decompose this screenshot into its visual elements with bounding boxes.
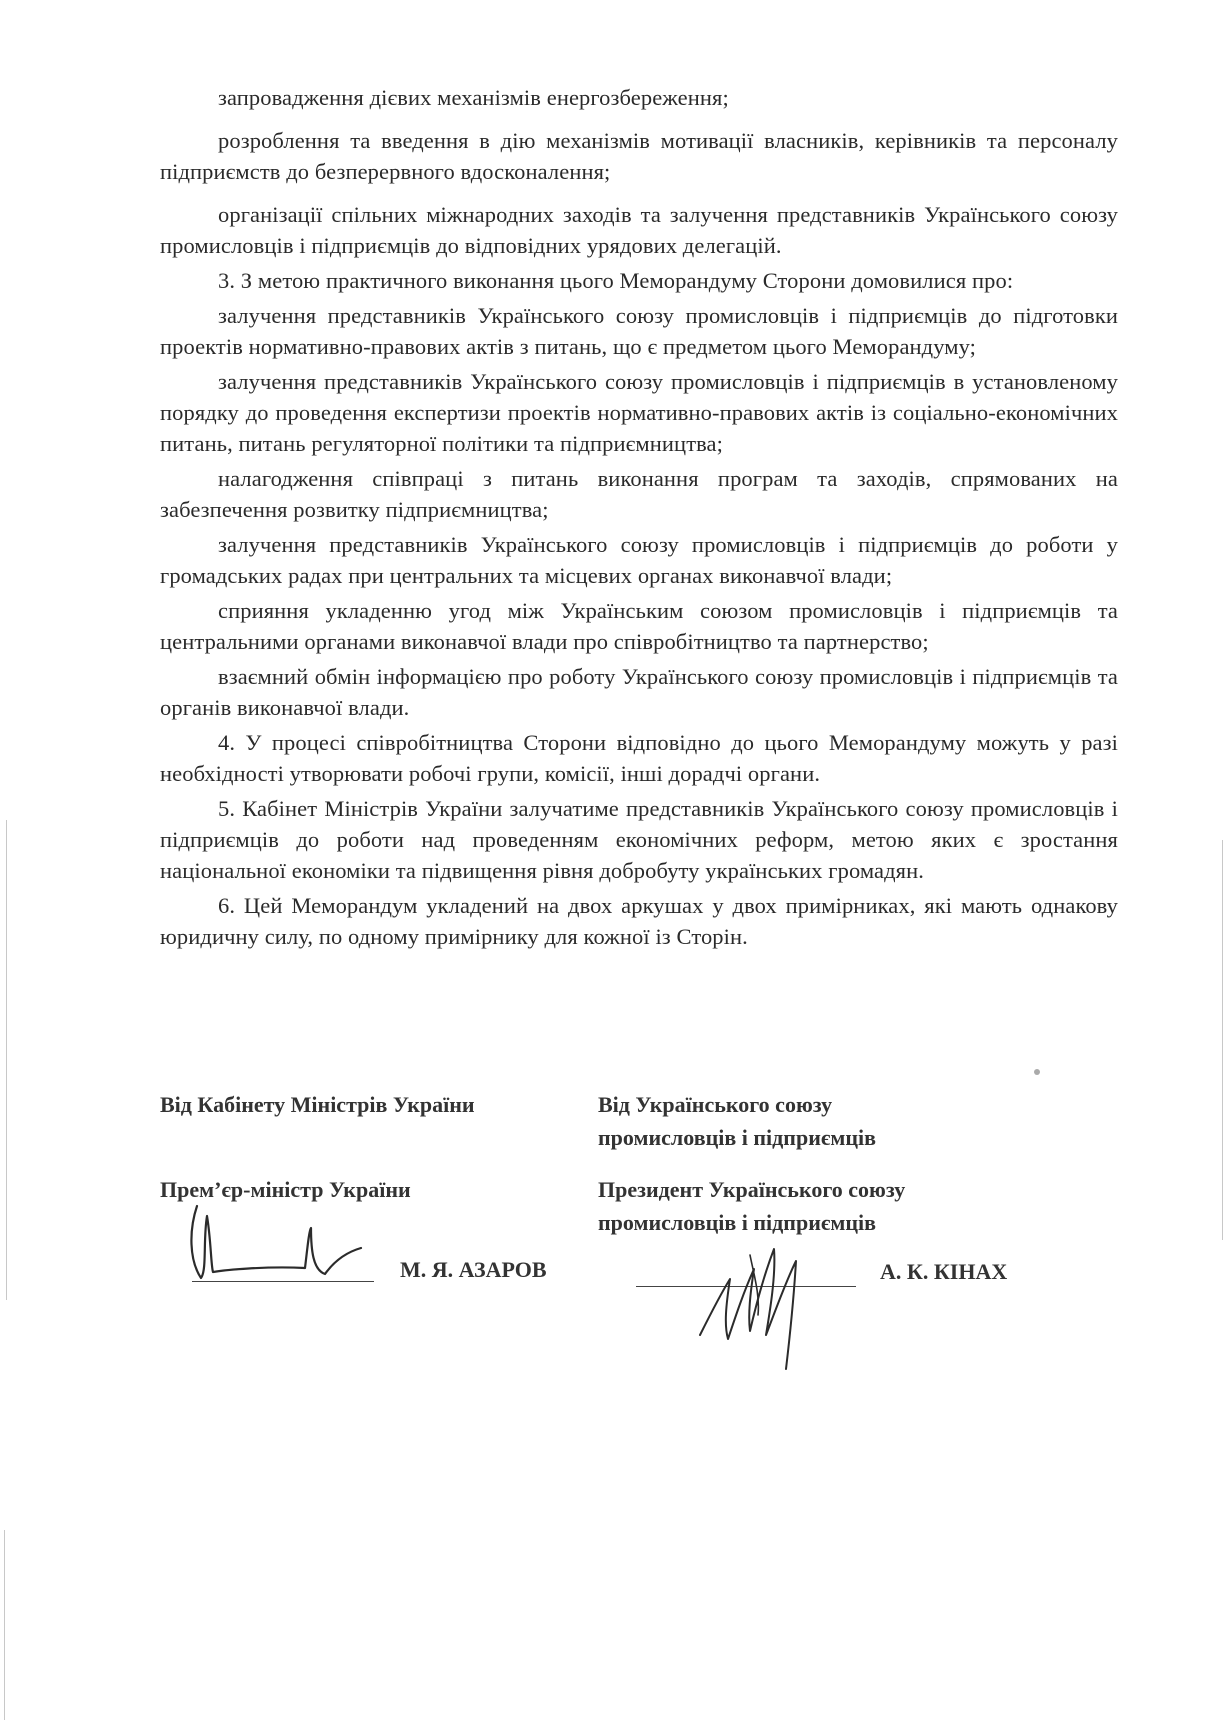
paragraph: 6. Цей Меморандум укладений на двох аркушах у двох примірниках, які мають однакову юридичну силу, по одному примірнику для кожної із Сторін. [160,893,1118,949]
paragraph: організації спільних міжнародних заходів та залучення представників Українського союзу промисловців і підприємців до відповідних урядових делегацій. [160,202,1118,258]
paragraph: залучення представників Українського союзу промисловців і підприємців до роботи у громадських радах при центральних та місцевих органах виконавчої влади; [160,532,1118,588]
paragraph: залучення представників Українського союзу промисловців і підприємців в установленому порядку до проведення експертизи проектів нормативно-правових актів із соціально-економічних питань, питань регуляторної політики та підприємництва; [160,369,1118,456]
paragraph: 4. У процесі співробітництва Сторони відповідно до цього Меморандуму можуть у разі необхідності утворювати робочі групи, комісії, інші дорадчі органи. [160,730,1118,786]
right-title-line: промисловців і підприємців [598,1210,877,1235]
scan-edge-mark [1222,840,1223,1240]
right-signatory-title [598,1173,1018,1239]
paragraph: 5. Кабінет Міністрів України залучатиме представників Українського союзу промисловців і підприємців до роботи над проведенням економічних реформ, метою яких є зростання національної економіки та підвищення рівня добробуту українських громадян. [160,796,1118,883]
right-handwritten-signature [690,1235,830,1375]
scan-edge-mark [4,1530,5,1720]
right-title-line: Президент Українського союзу [598,1177,906,1202]
paragraph: 3. З метою практичного виконання цього Меморандуму Сторони домовилися про: [218,268,1014,293]
paragraph: налагодження співпраці з питань виконання програм та заходів, спрямованих на забезпечення розвитку підприємництва; [160,466,1118,522]
right-signatory-name: А. К. КІНАХ [880,1259,1008,1284]
left-signatory-title: Прем’єр-міністр України [160,1177,411,1202]
paragraph: розроблення та введення в дію механізмів мотивації власників, керівників та персоналу підприємств до безперервного вдосконалення; [160,128,1118,184]
right-org-line: Від Українського союзу [598,1092,833,1117]
right-signatory-org [598,1088,1018,1154]
left-signatory-name: М. Я. АЗАРОВ [400,1257,547,1282]
paragraph: сприяння укладенню угод між Українським союзом промисловців і підприємців та центральними органами виконавчої влади про співробітництво та партнерство; [160,598,1118,654]
memorandum-body [160,82,1118,952]
left-signatory-org: Від Кабінету Міністрів України [160,1092,475,1117]
right-org-line: промисловців і підприємців [598,1125,877,1150]
paragraph: залучення представників Українського союзу промисловців і підприємців до підготовки проектів нормативно-правових актів з питань, що є предметом цього Меморандуму; [160,303,1118,359]
scan-edge-mark [6,820,7,1300]
left-handwritten-signature [185,1200,385,1290]
paragraph: взаємний обмін інформацією про роботу Українського союзу промисловців і підприємців та органів виконавчої влади. [160,664,1118,720]
paragraph: запровадження дієвих механізмів енергозбереження; [218,85,729,110]
scan-dot [1034,1069,1040,1075]
